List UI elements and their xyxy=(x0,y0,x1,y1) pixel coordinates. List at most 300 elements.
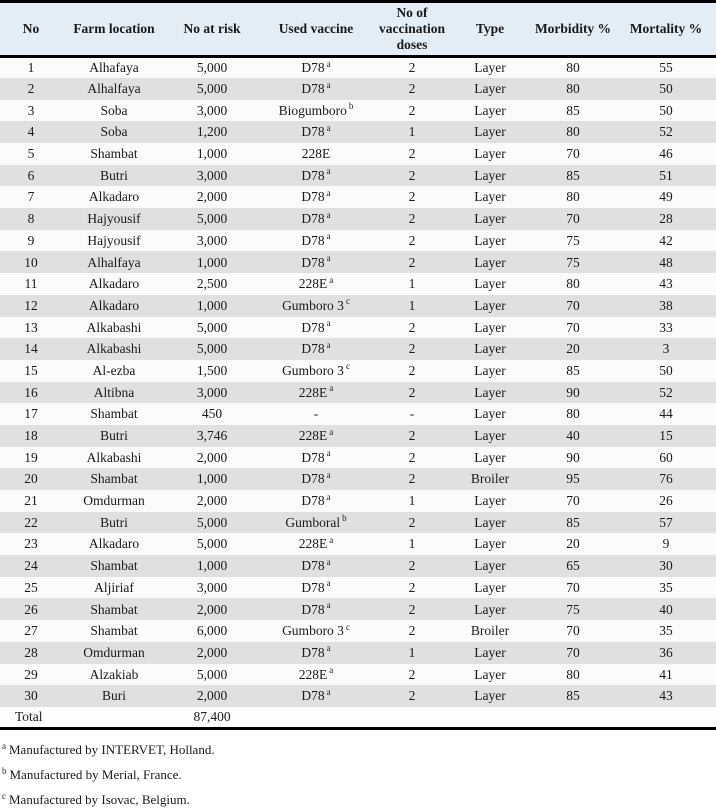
cell-farm: Alkadaro xyxy=(88,189,140,205)
cell-mortality: 9 xyxy=(662,536,670,552)
cell-farm: Shambat xyxy=(90,601,138,617)
cell-morbidity: 80 xyxy=(566,124,580,140)
cell-mortality: 50 xyxy=(659,81,673,97)
cell-mortality: 26 xyxy=(659,493,673,509)
cell-doses: 2 xyxy=(408,558,416,574)
cell-morbidity: 65 xyxy=(566,558,580,574)
cell-doses: 1 xyxy=(408,124,416,140)
cell-doses: 2 xyxy=(408,688,416,704)
cell-no: 15 xyxy=(24,362,38,378)
cell-no: 28 xyxy=(24,644,38,660)
cell-type: Layer xyxy=(474,60,506,76)
cell-farm: Alkadaro xyxy=(88,276,140,292)
cell-vaccine: 228E $^a$ xyxy=(298,274,334,292)
cell-type: Layer xyxy=(474,428,506,444)
cell-mortality: 76 xyxy=(659,471,673,487)
footnote-marker: a xyxy=(326,578,331,589)
footnote-c xyxy=(2,787,714,812)
cell-doses: 2 xyxy=(408,579,416,595)
footnote-marker: a xyxy=(326,318,331,329)
cell-risk: 1,000 xyxy=(196,558,228,574)
footnotes xyxy=(0,730,716,812)
cell-no: 3 xyxy=(27,102,35,118)
table-row xyxy=(0,490,716,512)
cell-doses: 2 xyxy=(408,189,416,205)
cell-no: 5 xyxy=(27,146,35,162)
cell-farm: Alhalfaya xyxy=(87,81,141,97)
cell-morbidity: 85 xyxy=(566,102,580,118)
cell-farm: Soba xyxy=(100,124,128,140)
table-row xyxy=(0,360,716,382)
table-row xyxy=(0,577,716,599)
cell-no: 14 xyxy=(24,341,38,357)
cell-no: 17 xyxy=(24,406,38,422)
cell-vaccine: D78 $^a$ xyxy=(301,187,331,205)
cell-risk: 2,000 xyxy=(196,493,228,509)
cell-risk: 3,746 xyxy=(196,428,228,444)
table-row xyxy=(0,143,716,165)
total-row xyxy=(0,707,716,729)
cell-type: Layer xyxy=(474,124,506,140)
cell-morbidity: 80 xyxy=(566,406,580,422)
cell-morbidity: 85 xyxy=(566,688,580,704)
table-row xyxy=(0,512,716,534)
cell-type: Layer xyxy=(474,297,506,313)
footnote-marker: a xyxy=(329,665,334,676)
cell-risk: 1,500 xyxy=(196,362,228,378)
footnote-marker-a: a xyxy=(2,740,6,751)
cell-mortality: 51 xyxy=(659,167,673,183)
column-header-type: Type xyxy=(450,2,530,57)
footnote-marker: c xyxy=(345,621,350,632)
cell-doses: 2 xyxy=(408,232,416,248)
cell-risk: 3,000 xyxy=(196,384,228,400)
cell-doses: 2 xyxy=(408,254,416,270)
cell-no: 1 xyxy=(27,60,35,76)
cell-type: Layer xyxy=(474,601,506,617)
cell-morbidity: 90 xyxy=(566,384,580,400)
table-row xyxy=(0,338,716,360)
cell-doses: 2 xyxy=(408,81,416,97)
total-empty-cells xyxy=(258,707,716,729)
cell-doses: - xyxy=(409,406,415,422)
footnote-marker: a xyxy=(326,643,331,654)
cell-morbidity: 70 xyxy=(566,146,580,162)
cell-vaccine: 228E $^a$ xyxy=(298,426,334,444)
cell-mortality: 28 xyxy=(659,211,673,227)
cell-doses: 2 xyxy=(408,102,416,118)
cell-mortality: 49 xyxy=(659,189,673,205)
cell-mortality: 41 xyxy=(659,666,673,682)
table-row xyxy=(0,598,716,620)
footnote-a xyxy=(2,737,714,762)
cell-type: Broiler xyxy=(470,471,510,487)
cell-doses: 2 xyxy=(408,146,416,162)
cell-doses: 2 xyxy=(408,449,416,465)
cell-type: Layer xyxy=(474,102,506,118)
cell-morbidity: 85 xyxy=(566,362,580,378)
cell-risk: 5,000 xyxy=(196,211,228,227)
cell-risk: 2,000 xyxy=(196,688,228,704)
cell-vaccine: D78 $^a$ xyxy=(301,469,331,487)
cell-doses: 2 xyxy=(408,384,416,400)
cell-farm: Alkadaro xyxy=(88,297,140,313)
cell-farm: Shambat xyxy=(90,623,138,639)
cell-type: Layer xyxy=(474,167,506,183)
cell-farm: Shambat xyxy=(90,558,138,574)
cell-doses: 2 xyxy=(408,319,416,335)
cell-type: Layer xyxy=(474,666,506,682)
cell-no: 2 xyxy=(27,81,35,97)
cell-doses: 2 xyxy=(408,601,416,617)
table-row xyxy=(0,533,716,555)
cell-no: 6 xyxy=(27,167,35,183)
cell-mortality: 52 xyxy=(659,384,673,400)
cell-type: Layer xyxy=(474,232,506,248)
cell-type: Broiler xyxy=(470,623,510,639)
cell-mortality: 55 xyxy=(659,60,673,76)
cell-morbidity: 75 xyxy=(566,601,580,617)
cell-risk: 5,000 xyxy=(196,536,228,552)
footnote-marker: c xyxy=(345,296,350,307)
cell-vaccine: Gumboro 3 $^c$ xyxy=(282,621,350,639)
cell-farm: Hajyousif xyxy=(87,232,141,248)
footnote-marker-c: c xyxy=(2,790,6,801)
cell-type: Layer xyxy=(474,81,506,97)
column-header-no: No xyxy=(0,2,62,57)
cell-no: 24 xyxy=(24,558,38,574)
cell-vaccine: D78 $^a$ xyxy=(301,318,331,335)
cell-type: Layer xyxy=(474,579,506,595)
cell-farm: Al-ezba xyxy=(92,362,136,378)
cell-farm: Alzakiab xyxy=(89,666,139,682)
cell-type: Layer xyxy=(474,254,506,270)
cell-type: Layer xyxy=(474,558,506,574)
cell-no: 16 xyxy=(24,384,38,400)
footnote-marker: a xyxy=(326,491,331,502)
table-row xyxy=(0,295,716,317)
column-header-vaccine: Used vaccine xyxy=(258,2,374,57)
cell-morbidity: 70 xyxy=(566,211,580,227)
header-row xyxy=(0,2,716,57)
cell-farm: Alhafaya xyxy=(89,60,139,76)
table-row xyxy=(0,620,716,642)
cell-mortality: 35 xyxy=(659,579,673,595)
table-row xyxy=(0,100,716,122)
cell-doses: 2 xyxy=(408,666,416,682)
cell-vaccine: 228E $^a$ xyxy=(298,383,334,400)
cell-no: 12 xyxy=(24,297,38,313)
cell-morbidity: 70 xyxy=(566,579,580,595)
cell-vaccine: 228E $^a$ xyxy=(298,665,334,682)
cell-vaccine: D78 $^a$ xyxy=(301,122,331,140)
cell-doses: 2 xyxy=(408,60,416,76)
cell-vaccine: D78 $^a$ xyxy=(301,491,331,509)
cell-type: Layer xyxy=(474,362,506,378)
cell-vaccine: D78 $^a$ xyxy=(301,166,331,183)
cell-doses: 2 xyxy=(408,428,416,444)
cell-morbidity: 70 xyxy=(566,644,580,660)
cell-morbidity: 80 xyxy=(566,60,580,76)
cell-farm: Shambat xyxy=(90,406,138,422)
cell-risk: 1,000 xyxy=(196,297,228,313)
footnote-marker-b: b xyxy=(2,765,7,776)
cell-vaccine: Gumboro 3 $^c$ xyxy=(282,361,350,378)
cell-no: 4 xyxy=(27,124,35,140)
cell-mortality: 48 xyxy=(659,254,673,270)
cell-mortality: 50 xyxy=(659,102,673,118)
footnote-text-b: Manufactured by Merial, France. xyxy=(9,767,182,783)
cell-risk: 1,000 xyxy=(196,146,228,162)
cell-vaccine: D78 $^a$ xyxy=(301,79,331,97)
table-row xyxy=(0,230,716,252)
cell-morbidity: 80 xyxy=(566,276,580,292)
cell-mortality: 3 xyxy=(662,341,670,357)
footnote-marker: a xyxy=(326,600,331,611)
cell-farm: Alkabashi xyxy=(86,341,142,357)
footnote-marker: a xyxy=(326,686,331,697)
table-row xyxy=(0,317,716,339)
cell-morbidity: 85 xyxy=(566,514,580,530)
footnote-marker: a xyxy=(326,58,331,69)
table-row xyxy=(0,382,716,404)
column-header-risk: No at risk xyxy=(166,2,258,57)
cell-no: 29 xyxy=(24,666,38,682)
footnote-marker: a xyxy=(326,231,331,242)
cell-vaccine: D78 $^a$ xyxy=(301,600,331,617)
cell-type: Layer xyxy=(474,146,506,162)
cell-farm: Hajyousif xyxy=(87,211,141,227)
cell-no: 26 xyxy=(24,601,38,617)
table-row xyxy=(0,664,716,686)
footnote-marker: a xyxy=(329,534,334,545)
footnote-marker: a xyxy=(326,209,331,220)
cell-risk: 3,000 xyxy=(196,167,228,183)
cell-type: Layer xyxy=(474,644,506,660)
cell-farm: Shambat xyxy=(90,146,138,162)
cell-morbidity: 80 xyxy=(566,189,580,205)
cell-no: 19 xyxy=(24,449,38,465)
cell-farm: Alkadaro xyxy=(88,536,140,552)
footnote-marker: b xyxy=(348,101,354,112)
table-row xyxy=(0,425,716,447)
cell-type: Layer xyxy=(474,449,506,465)
cell-doses: 2 xyxy=(408,362,416,378)
cell-risk: 5,000 xyxy=(196,60,228,76)
footnote-marker: b xyxy=(342,513,347,524)
cell-morbidity: 40 xyxy=(566,428,580,444)
cell-morbidity: 70 xyxy=(566,297,580,313)
cell-risk: 3,000 xyxy=(196,579,228,595)
cell-risk: 5,000 xyxy=(196,319,228,335)
footnote-marker: a xyxy=(326,122,331,133)
cell-type: Layer xyxy=(474,276,506,292)
cell-vaccine: D78 $^a$ xyxy=(301,643,331,660)
cell-vaccine: - xyxy=(313,406,319,422)
cell-vaccine: D78 $^a$ xyxy=(301,58,331,76)
cell-mortality: 60 xyxy=(659,449,673,465)
table-row xyxy=(0,555,716,577)
cell-type: Layer xyxy=(474,211,506,227)
cell-morbidity: 70 xyxy=(566,493,580,509)
table-row xyxy=(0,121,716,143)
cell-farm: Shambat xyxy=(90,471,138,487)
cell-type: Layer xyxy=(474,536,506,552)
cell-risk: 1,000 xyxy=(196,471,228,487)
cell-mortality: 30 xyxy=(659,558,673,574)
cell-doses: 1 xyxy=(408,644,416,660)
cell-mortality: 33 xyxy=(659,319,673,335)
cell-risk: 5,000 xyxy=(196,341,228,357)
cell-type: Layer xyxy=(474,319,506,335)
cell-no: 27 xyxy=(24,623,38,639)
cell-mortality: 38 xyxy=(659,297,673,313)
table-row xyxy=(0,468,716,490)
cell-risk: 3,000 xyxy=(196,102,228,118)
cell-morbidity: 80 xyxy=(566,666,580,682)
cell-risk: 1,200 xyxy=(196,124,228,140)
total-label: Total xyxy=(0,707,166,729)
table-row xyxy=(0,165,716,187)
cell-farm: Altibna xyxy=(93,384,135,400)
cell-farm: Omdurman xyxy=(83,644,145,660)
column-header-farm: Farm location xyxy=(62,2,166,57)
cell-morbidity: 20 xyxy=(566,341,580,357)
cell-farm: Butri xyxy=(100,428,128,444)
cell-no: 23 xyxy=(24,536,38,552)
cell-vaccine: D78 $^a$ xyxy=(301,231,331,248)
cell-vaccine: Biogumboro $^b$ xyxy=(278,101,354,118)
cell-mortality: 50 xyxy=(659,362,673,378)
cell-type: Layer xyxy=(474,189,506,205)
cell-type: Layer xyxy=(474,493,506,509)
cell-doses: 1 xyxy=(408,297,416,313)
cell-no: 10 xyxy=(24,254,38,270)
cell-no: 8 xyxy=(27,211,35,227)
footnote-marker: a xyxy=(329,383,334,394)
table-row xyxy=(0,685,716,707)
cell-vaccine: 228E xyxy=(301,146,331,162)
cell-mortality: 40 xyxy=(659,601,673,617)
cell-morbidity: 85 xyxy=(566,167,580,183)
cell-mortality: 35 xyxy=(659,623,673,639)
cell-mortality: 44 xyxy=(659,406,673,422)
cell-doses: 1 xyxy=(408,276,416,292)
cell-risk: 5,000 xyxy=(196,666,228,682)
cell-risk: 2,000 xyxy=(196,601,228,617)
cell-vaccine: D78 $^a$ xyxy=(301,556,331,574)
cell-no: 18 xyxy=(24,428,38,444)
cell-risk: 2,000 xyxy=(196,449,228,465)
footnote-marker: a xyxy=(326,339,331,350)
cell-vaccine: 228E $^a$ xyxy=(298,534,334,552)
table-header xyxy=(0,2,716,57)
cell-doses: 2 xyxy=(408,211,416,227)
cell-mortality: 52 xyxy=(659,124,673,140)
footnote-marker: a xyxy=(329,274,334,285)
cell-risk: 3,000 xyxy=(196,232,228,248)
footnote-marker: a xyxy=(326,187,331,198)
footnote-marker: a xyxy=(326,166,331,177)
column-header-morbidity: Morbidity % xyxy=(530,2,616,57)
cell-farm: Alkabashi xyxy=(86,449,142,465)
footnote-marker: a xyxy=(326,448,331,459)
cell-type: Layer xyxy=(474,514,506,530)
cell-risk: 450 xyxy=(201,406,223,422)
table-row xyxy=(0,56,716,78)
cell-risk: 2,000 xyxy=(196,189,228,205)
table-row xyxy=(0,78,716,100)
cell-farm: Butri xyxy=(100,514,128,530)
cell-morbidity: 70 xyxy=(566,623,580,639)
cell-type: Layer xyxy=(474,341,506,357)
cell-doses: 2 xyxy=(408,623,416,639)
cell-farm: Alkabashi xyxy=(86,319,142,335)
cell-farm: Aljiriaf xyxy=(94,579,134,595)
cell-doses: 2 xyxy=(408,471,416,487)
footnote-marker: a xyxy=(329,426,334,437)
cell-morbidity: 75 xyxy=(566,254,580,270)
cell-farm: Soba xyxy=(100,102,128,118)
footnote-marker: a xyxy=(326,79,331,90)
footnote-text-a: Manufactured by INTERVET, Holland. xyxy=(9,742,215,758)
table-row xyxy=(0,273,716,295)
cell-no: 9 xyxy=(27,232,35,248)
cell-farm: Omdurman xyxy=(83,493,145,509)
cell-type: Layer xyxy=(474,406,506,422)
footnote-text-c: Manufactured by Isovac, Belgium. xyxy=(9,792,190,808)
cell-risk: 2,000 xyxy=(196,644,228,660)
cell-farm: Alhalfaya xyxy=(87,254,141,270)
table-row xyxy=(0,642,716,664)
table-row xyxy=(0,186,716,208)
cell-risk: 5,000 xyxy=(196,514,228,530)
cell-mortality: 57 xyxy=(659,514,673,530)
cell-vaccine: D78 $^a$ xyxy=(301,253,331,270)
cell-risk: 1,000 xyxy=(196,254,228,270)
footnote-b xyxy=(2,762,714,787)
cell-morbidity: 95 xyxy=(566,471,580,487)
footnote-marker: a xyxy=(326,253,331,264)
table-body xyxy=(0,56,716,728)
cell-vaccine: Gumboral $^b$ xyxy=(285,513,347,530)
cell-no: 20 xyxy=(24,471,38,487)
cell-no: 21 xyxy=(24,493,38,509)
cell-no: 25 xyxy=(24,579,38,595)
cell-mortality: 46 xyxy=(659,146,673,162)
total-risk-value: 87,400 xyxy=(166,707,258,729)
column-header-mortality: Mortality % xyxy=(616,2,716,57)
cell-vaccine: D78 $^a$ xyxy=(301,339,331,357)
column-header-doses: No of vaccination doses xyxy=(374,2,450,57)
footnote-marker: a xyxy=(326,556,331,567)
table-row xyxy=(0,403,716,425)
table-row xyxy=(0,208,716,230)
cell-doses: 2 xyxy=(408,514,416,530)
cell-no: 22 xyxy=(24,514,38,530)
cell-mortality: 43 xyxy=(659,688,673,704)
footnote-marker: c xyxy=(345,361,350,372)
cell-doses: 1 xyxy=(408,493,416,509)
cell-risk: 6,000 xyxy=(196,623,228,639)
cell-farm: Buri xyxy=(101,688,126,704)
cell-morbidity: 90 xyxy=(566,449,580,465)
cell-vaccine: D78 $^a$ xyxy=(301,578,331,595)
cell-mortality: 15 xyxy=(659,428,673,444)
cell-no: 13 xyxy=(24,319,38,335)
footnote-marker: a xyxy=(326,469,331,480)
cell-no: 7 xyxy=(27,189,35,205)
